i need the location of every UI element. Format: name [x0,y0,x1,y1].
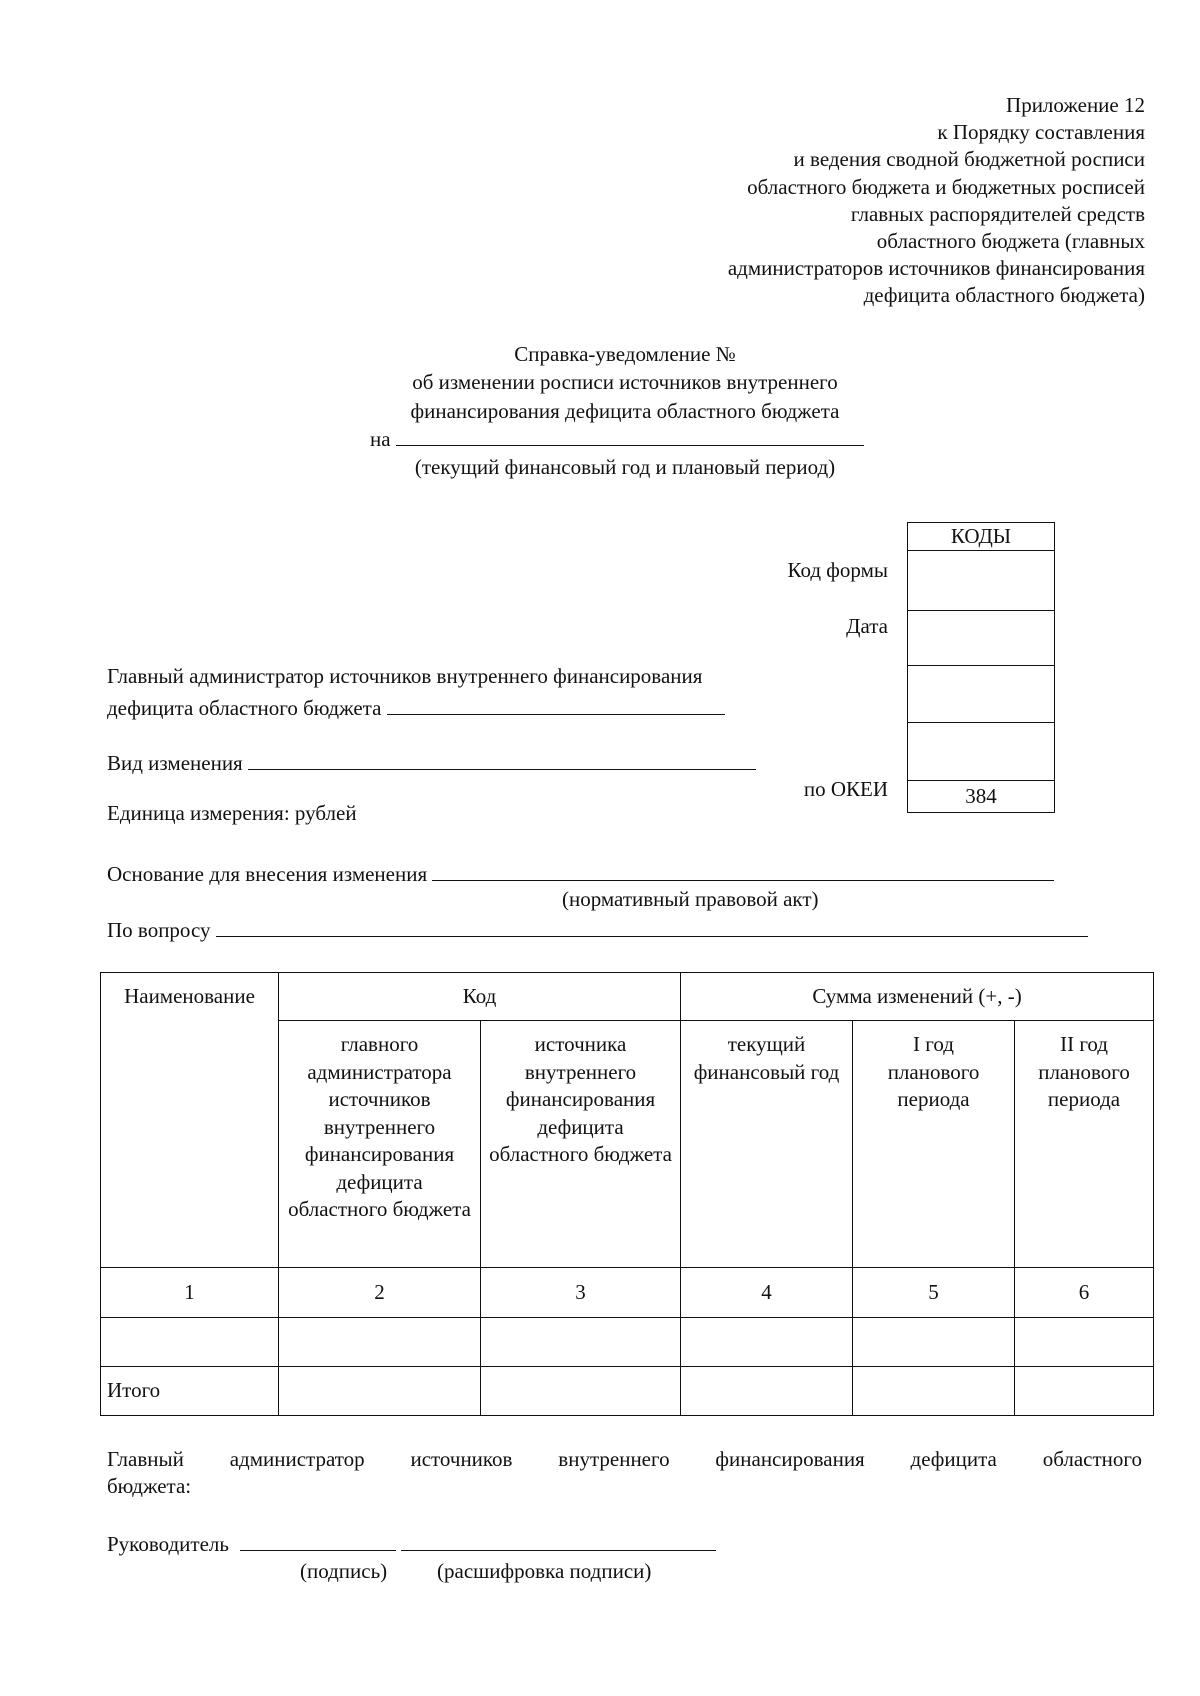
signature-heading-line2: бюджета: [107,1474,192,1498]
col-number: 3 [481,1268,681,1318]
decode-hint: (расшифровка подписи) [437,1559,652,1583]
sign-hint: (подпись) [300,1559,388,1583]
form-code-label: Код формы [787,558,888,582]
appendix-line: областного бюджета (главных [876,229,1145,254]
table-cell[interactable] [1015,1367,1154,1416]
basis-label: Основание для внесения изменения [107,862,428,886]
title-line: Справка-уведомление № [514,342,736,366]
table-cell[interactable] [853,1367,1015,1416]
period-input-line[interactable] [396,425,864,446]
basis-hint: (нормативный правовой акт) [562,887,819,911]
appendix-line: дефицита областного бюджета) [863,283,1145,308]
admin-input-line[interactable] [387,694,725,715]
source-code-header: источника внутреннего финансирования дефицита областного бюджета [481,1021,681,1268]
col-number: 4 [681,1268,853,1318]
table-cell[interactable] [681,1367,853,1416]
plan-year2-header: II год планового периода [1015,1021,1154,1268]
document-title [370,340,880,481]
admin-label-line1: Главный администратор источников внутреннего финансирования [107,664,703,688]
current-year-header: текущий финансовый год [681,1021,853,1268]
name-header: Наименование [101,973,279,1268]
head-label: Руководитель [107,1532,229,1556]
signature-heading: Главный администратор источников внутреннего финансирования дефицита областного [107,1447,1142,1471]
col-number: 5 [853,1268,1015,1318]
question-field [107,916,1088,941]
title-line: финансирования дефицита областного бюджета [410,398,840,423]
table-cell[interactable] [101,1318,279,1367]
appendix-line: Приложение 12 [1006,93,1145,117]
change-type-input-line[interactable] [248,749,756,770]
table-row [101,1318,1154,1367]
signature-decode-line[interactable] [401,1530,716,1551]
admin-code-cell[interactable] [908,666,1055,723]
appendix-line: главных распорядителей средств [850,201,1145,226]
basis-input-line[interactable] [432,860,1054,881]
date-cell[interactable] [908,611,1055,666]
total-row [101,1367,1154,1416]
appendix-heading [728,92,1145,310]
table-cell[interactable] [853,1318,1015,1367]
period-hint: (текущий финансовый год и плановый период) [414,455,836,480]
form-code-cell[interactable] [908,551,1055,611]
question-input-line[interactable] [216,916,1088,937]
col-number: 1 [101,1268,279,1318]
on-label: на [370,426,391,451]
col-number: 6 [1015,1268,1154,1318]
date-label: Дата [846,614,888,638]
appendix-line: областного бюджета и бюджетных росписей [747,174,1145,199]
question-label: По вопросу [107,918,211,942]
table-cell[interactable] [481,1318,681,1367]
code-header: Код [279,973,681,1021]
sum-header: Сумма изменений (+, -) [681,973,1154,1021]
codes-header: КОДЫ [908,523,1055,551]
table-cell[interactable] [481,1367,681,1416]
admin-field [107,694,725,719]
appendix-line: и ведения сводной бюджетной росписи [793,147,1145,172]
table-cell[interactable] [279,1367,481,1416]
plan-year1-header: I год планового периода [853,1021,1015,1268]
period-field [370,425,880,453]
signature-line[interactable] [240,1530,396,1551]
table-cell[interactable] [279,1318,481,1367]
change-type-label: Вид изменения [107,751,243,775]
okei-label: по ОКЕИ [803,777,888,801]
table-cell[interactable] [1015,1318,1154,1367]
total-label: Итого [101,1367,279,1416]
table-cell[interactable] [681,1318,853,1367]
change-type-code-cell[interactable] [908,723,1055,781]
codes-box [907,522,1055,813]
title-line: об изменении росписи источников внутреннего [412,370,838,395]
head-signature-field [107,1530,716,1555]
appendix-line: администраторов источников финансирования [727,256,1145,281]
basis-field [107,860,1054,885]
okei-cell: 384 [908,781,1055,813]
appendix-line: к Порядку составления [937,120,1145,145]
admin-label-line2: дефицита областного бюджета [107,696,382,720]
change-type-field [107,749,756,774]
changes-table [100,972,1154,1416]
col-number: 2 [279,1268,481,1318]
admin-code-header: главного администратора источников внутреннего финансирования дефицита областного бюджета [279,1021,481,1268]
unit-label: Единица измерения: рублей [107,801,357,825]
